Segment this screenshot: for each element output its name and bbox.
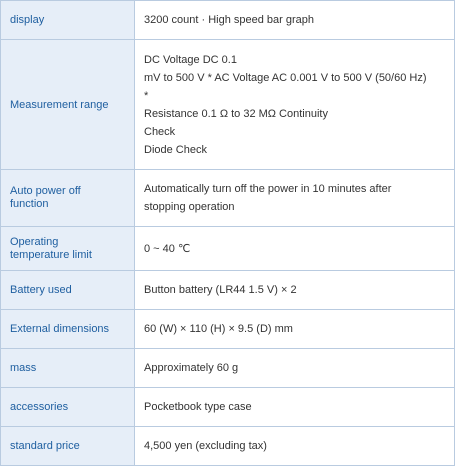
value-line: 4,500 yen (excluding tax) <box>144 440 267 452</box>
value-line: Approximately 60 g <box>144 362 239 374</box>
value-line: DC Voltage DC 0.1 <box>144 53 237 66</box>
row-value-operating-temperature <box>135 227 455 271</box>
label-line: temperature limit <box>10 248 92 261</box>
row-value-accessories <box>135 388 455 427</box>
row-label-battery-used: Battery used <box>1 271 135 310</box>
row-label-display: display <box>1 1 135 40</box>
value-line: stopping operation <box>144 201 235 213</box>
table-row <box>1 271 455 310</box>
table-row <box>1 310 455 349</box>
row-value-measurement-range <box>135 40 455 170</box>
row-label-auto-power-off <box>1 170 135 227</box>
value-line: mV to 500 V * AC Voltage AC 0.001 V to 500 V (50/60 Hz) <box>144 71 427 84</box>
row-value-display <box>135 1 455 40</box>
value-line: Pocketbook type case <box>144 401 252 413</box>
row-label-external-dimensions: External dimensions <box>1 310 135 349</box>
row-value-external-dimensions <box>135 310 455 349</box>
value-line: 60 (W) × 110 (H) × 9.5 (D) mm <box>144 323 293 335</box>
row-label-accessories: accessories <box>1 388 135 427</box>
row-label-operating-temperature <box>1 227 135 271</box>
label-line: Operating <box>10 235 59 248</box>
value-line: Check <box>144 125 176 138</box>
row-label-measurement-range: Measurement range <box>1 40 135 170</box>
value-line: Button battery (LR44 1.5 V) × 2 <box>144 284 297 296</box>
row-value-auto-power-off <box>135 170 455 227</box>
table-row <box>1 170 455 227</box>
row-label-mass: mass <box>1 349 135 388</box>
value-line: 0 ~ 40 ℃ <box>144 242 191 255</box>
table-row <box>1 427 455 466</box>
row-value-standard-price <box>135 427 455 466</box>
row-label-standard-price: standard price <box>1 427 135 466</box>
table-row <box>1 227 455 271</box>
value-line: Automatically turn off the power in 10 minutes after <box>144 183 392 195</box>
table-row <box>1 40 455 170</box>
label-line: Auto power off <box>10 185 81 197</box>
value-line: * <box>144 89 149 102</box>
table-row <box>1 1 455 40</box>
label-line: function <box>10 198 49 210</box>
table-row <box>1 388 455 427</box>
value-line: 3200 count · High speed bar graph <box>144 14 315 26</box>
table-row <box>1 349 455 388</box>
value-line: Resistance 0.1 Ω to 32 MΩ Continuity <box>144 107 328 120</box>
value-line: Diode Check <box>144 143 207 156</box>
row-value-battery-used <box>135 271 455 310</box>
row-value-mass <box>135 349 455 388</box>
